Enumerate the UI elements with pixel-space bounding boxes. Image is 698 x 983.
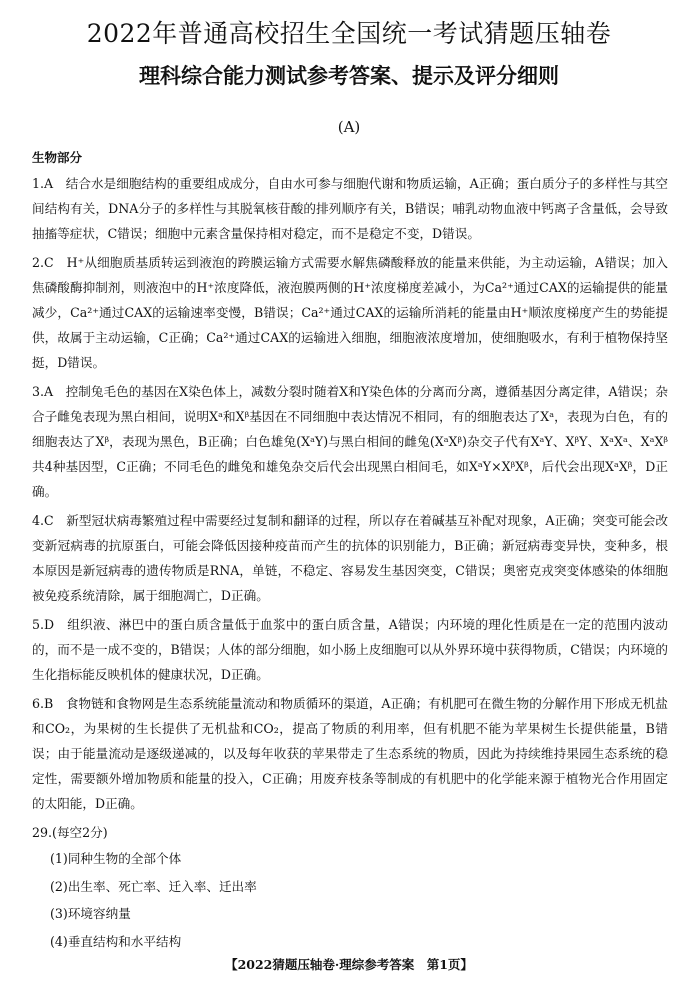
answer-item: 3.A 控制兔毛色的基因在X染色体上，减数分裂时随着X和Y染色体的分离而分离，遵循基因分离定律，A错误；杂合子雌兔表现为黑白相间，说明Xᵃ和Xᵝ基因在不同细胞中表达情况不相同，有的细胞表达了Xᵃ，表现为白色，有的细胞表达了Xᵝ，表现为黑色，B正确；白色雄兔(XᵃY)与黑白相间的雌兔(XᵃXᵝ)杂交子代有XᵃY、XᵝY、XᵃXᵃ、XᵃXᵝ共4种基因型，C正确；不同毛色的雌兔和雄兔杂交后代会出现黑白相间毛，如XᵃY×XᵝXᵝ，后代会出现XᵃXᵝ，D正确。 bbox=[32, 384, 668, 499]
document-title: 2022年普通高校招生全国统一考试猜题压轴卷 bbox=[86, 19, 612, 48]
answer-item: 4.C 新型冠状病毒繁殖过程中需要经过复制和翻译的过程，所以存在着碱基互补配对现象，A正确；突变可能会改变新冠病毒的抗原蛋白，可能会降低因接种疫苗而产生的抗体的识别能力，B正确；新冠病毒变异快，变种多，根本原因是新冠病毒的遗传物质是RNA，单链，不稳定、容易发生基因突变，C错误；奥密克戎突变体感染的体细胞被免疫系统清除，属于细胞凋亡，D正确。 bbox=[32, 513, 668, 603]
sub-answer: (2)出生率、死亡率、迁入率、迁出率 bbox=[50, 878, 257, 894]
sub-answer: (4)垂直结构和水平结构 bbox=[50, 933, 182, 949]
answer-item: 5.D 组织液、淋巴中的蛋白质含量低于血浆中的蛋白质含量，A错误；内环境的理化性质是在一定的范围内波动的，而不是一成不变的，B错误；人体的部分细胞，如小肠上皮细胞可以从外界环境中获得物质，C错误；内环境的生化指标能反映机体的健康状况，D正确。 bbox=[32, 617, 668, 682]
sub-answer: (1)同种生物的全部个体 bbox=[50, 851, 182, 866]
document-subtitle: 理科综合能力测试参考答案、提示及评分细则 bbox=[139, 63, 559, 88]
question-29-heading: 29.(每空2分) bbox=[32, 825, 108, 840]
answer-item: 6.B 食物链和食物网是生态系统能量流动和物质循环的渠道，A正确；有机肥可在微生物的分解作用下形成无机盐和CO₂，为果树的生长提供了无机盐和CO₂，提高了物质的利用率，但有机肥不能为苹果树生长提供能量，B错误；由于能量流动是逐级递减的，以及每年收获的苹果带走了生态系统的物质，因此为持续维持果园生态系统的稳定性，需要额外增加物质和能量的投入，C正确；用废弃枝条等制成的有机肥中的化学能来源于植物光合作用固定的太阳能，D正确。 bbox=[32, 696, 668, 811]
answer-item: 2.C H⁺从细胞质基质转运到液泡的跨膜运输方式需要水解焦磷酸释放的能量来供能，为主动运输，A错误；加入焦磷酸酶抑制剂，则液泡中的H⁺浓度降低，液泡膜两侧的H⁺浓度梯度差减小，为Ca²⁺通过CAX的运输提供的能量减少，Ca²⁺通过CAX的运输速率变慢，B错误；Ca²⁺通过CAX的运输所消耗的能量由H⁺顺浓度梯度产生的势能提供，故属于主动运输，C正确；Ca²⁺通过CAX的运输进入细胞，细胞液浓度增加，使细胞吸水，有利于植物保持坚挺，D错误。 bbox=[32, 255, 668, 370]
answer-content bbox=[32, 171, 668, 955]
sub-answer: (3)环境容纳量 bbox=[50, 906, 131, 921]
section-heading: 生物部分 bbox=[32, 150, 83, 165]
answer-item: 1.A 结合水是细胞结构的重要组成成分，自由水可参与细胞代谢和物质运输，A正确；蛋白质分子的多样性与其空间结构有关，DNA分子的多样性与其脱氧核苷酸的排列顺序有关，B错误；哺乳动物血液中钙离子含量低，会导致抽搐等症状，C错误；细胞中元素含量保持相对稳定，而不是稳定不变，D错误。 bbox=[32, 176, 668, 241]
page-footer: 【2022猜题压轴卷·理综参考答案 第1页】 bbox=[225, 957, 473, 972]
paper-variant: (A) bbox=[337, 118, 361, 136]
